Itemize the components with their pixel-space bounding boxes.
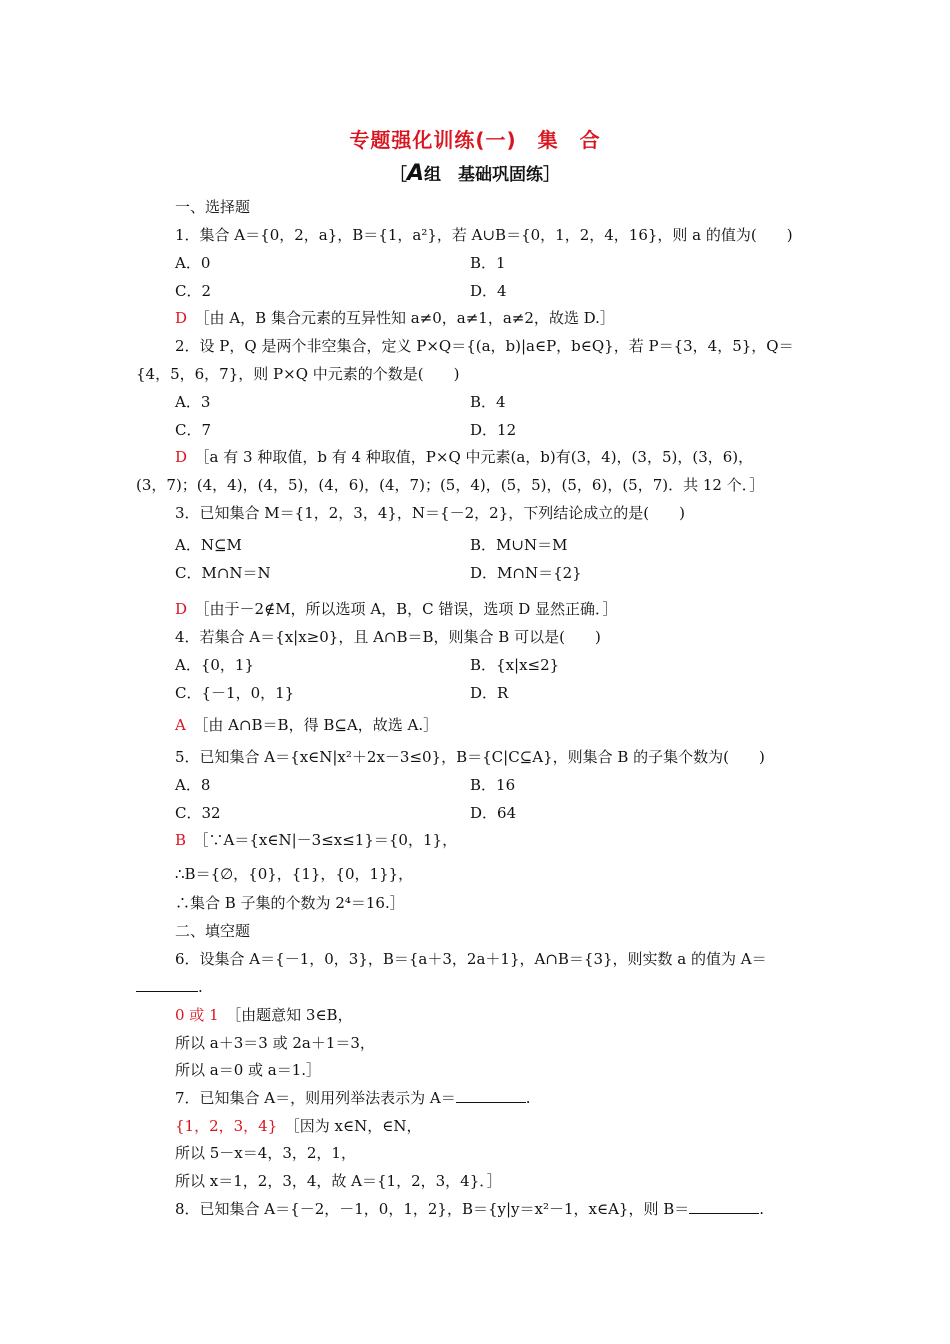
q5-stem: 5．已知集合 A＝{x∈N|x²＋2x－3≤0}，B＝{C|C⊆A}，则集合 B 的子集个数为( ) xyxy=(175,748,765,766)
q8-blank xyxy=(689,1199,759,1214)
q2-stem: 2．设 P，Q 是两个非空集合，定义 P×Q＝{(a，b)|a∈P，b∈Q}，若 P＝{3，4，5}，Q＝ xyxy=(175,337,794,355)
q5-option-b: B．16 xyxy=(470,776,516,794)
q7-explanation-2: 所以 5－x＝4，3，2，1， xyxy=(175,1144,356,1162)
q8-stem: 8．已知集合 A＝{－2，－1，0，1，2}，B＝{y|y＝x²－1，x∈A}，则 B＝ xyxy=(175,1200,690,1218)
q3-answer-line xyxy=(175,599,618,619)
q4-option-a: A．{0，1} xyxy=(175,656,255,674)
q3-option-a: A．N⊆M xyxy=(175,536,242,554)
q2-stem-cont: {4，5，6，7}，则 P×Q 中元素的个数是( ) xyxy=(136,365,460,383)
section-choice: 一、选择题 xyxy=(175,198,251,216)
q7-blank xyxy=(456,1088,526,1103)
q1-explanation: ［由 A，B 集合元素的互异性知 a≠0，a≠1，a≠2，故选 D.］ xyxy=(202,309,615,327)
q2-option-a: A．3 xyxy=(175,393,211,411)
q5-option-d: D．64 xyxy=(470,804,517,822)
q7-answer: {1，2，3，4} xyxy=(175,1117,278,1135)
q6-explanation-2: 所以 a＋3＝3 或 2a＋1＝3， xyxy=(175,1034,375,1052)
q7-explanation: ［因为 x∈N，∈N， xyxy=(292,1117,422,1135)
group-label: 组 基础巩固练 xyxy=(424,165,544,185)
q2-explanation-cont: (3，7)；(4，4)，(4，5)，(4，6)，(4，7)；(5，4)，(5，5)，(5，6)，(5，7)．共 12 个．］ xyxy=(136,476,765,494)
section-fill: 二、填空题 xyxy=(175,922,251,940)
q4-option-d: D．R xyxy=(470,684,509,702)
q2-answer: D xyxy=(175,448,188,466)
q7-stem-line: 7．已知集合 A＝，则用列举法表示为 A＝ . xyxy=(175,1089,531,1107)
q6-answer: 0 或 1 xyxy=(175,1006,219,1024)
q6-blank-line: . xyxy=(136,977,203,997)
q6-answer-line xyxy=(175,1005,353,1025)
q1-option-d: D．4 xyxy=(470,282,507,300)
q6-stem: 6．设集合 A＝{－1，0，3}，B＝{a＋3，2a＋1}，A∩B＝{3}，则实数 a 的值为 A＝ xyxy=(175,950,767,968)
q6-explanation-3: 所以 a＝0 或 a＝1.］ xyxy=(175,1061,322,1079)
q7-answer-line xyxy=(175,1116,421,1136)
group-heading xyxy=(0,160,950,186)
q1-answer: D xyxy=(175,309,188,327)
q4-explanation: ［由 A∩B＝B，得 B⊆A，故选 A.］ xyxy=(200,716,439,734)
q3-stem: 3．已知集合 M＝{1，2，3，4}，N＝{－2，2}，下列结论成立的是( ) xyxy=(175,504,685,522)
q4-answer-line xyxy=(175,715,438,735)
q4-option-c: C．{－1，0，1} xyxy=(175,684,295,702)
q5-answer: B xyxy=(175,831,187,849)
q5-explanation: ［∵A＝{x∈N|－3≤x≤1}＝{0，1}， xyxy=(201,831,458,849)
q7-explanation-3: 所以 x＝1，2，3，4，故 A＝{1，2，3，4}．］ xyxy=(175,1172,502,1190)
bracket-right: ］ xyxy=(543,165,561,185)
q1-option-c: C．2 xyxy=(175,282,212,300)
q1-option-a: A．0 xyxy=(175,254,211,272)
q5-option-a: A．8 xyxy=(175,776,211,794)
q4-answer: A xyxy=(175,716,186,734)
q5-explanation-3: ∴集合 B 子集的个数为 2⁴＝16.］ xyxy=(175,894,405,912)
q8-stem-line: 8．已知集合 A＝{－2，－1，0，1，2}，B＝{y|y＝x²－1，x∈A}，则 B＝ . xyxy=(175,1200,765,1218)
q1-answer-line xyxy=(175,308,615,328)
bracket-left: ［ xyxy=(389,165,407,185)
q7-stem: 7．已知集合 A＝，则用列举法表示为 A＝ xyxy=(175,1089,456,1107)
q2-option-d: D．12 xyxy=(470,421,517,439)
q5-option-c: C．32 xyxy=(175,804,221,822)
q4-stem: 4．若集合 A＝{x|x≥0}，且 A∩B＝B，则集合 B 可以是( ) xyxy=(175,628,601,646)
group-letter: A xyxy=(406,161,425,186)
q1-option-b: B．1 xyxy=(470,254,506,272)
q3-option-b: B．M∪N＝M xyxy=(470,536,568,554)
q4-option-b: B．{x|x≤2} xyxy=(470,656,560,674)
q3-answer: D xyxy=(175,600,188,618)
q3-option-d: D．M∩N＝{2} xyxy=(470,564,582,582)
q5-answer-line xyxy=(175,830,457,850)
q3-option-c: C．M∩N＝N xyxy=(175,564,271,582)
q2-option-c: C．7 xyxy=(175,421,212,439)
q2-answer-line xyxy=(175,447,753,467)
q6-blank xyxy=(136,977,198,992)
q6-explanation: ［由题意知 3∈B， xyxy=(233,1006,353,1024)
q2-explanation: ［a 有 3 种取值，b 有 4 种取值，P×Q 中元素(a，b)有(3，4)，(3，5)，(3，6)， xyxy=(202,448,754,466)
page-title: 专题强化训练(一) 集 合 xyxy=(349,128,601,152)
q1-stem: 1．集合 A＝{0，2，a}，B＝{1，a²}，若 A∪B＝{0，1，2，4，16}，则 a 的值为( ) xyxy=(175,226,793,244)
q3-explanation: ［由于－2∉M，所以选项 A，B，C 错误，选项 D 显然正确．］ xyxy=(202,600,618,618)
q2-option-b: B．4 xyxy=(470,393,506,411)
q5-explanation-2: ∴B＝{∅，{0}，{1}，{0，1}}， xyxy=(175,865,414,883)
